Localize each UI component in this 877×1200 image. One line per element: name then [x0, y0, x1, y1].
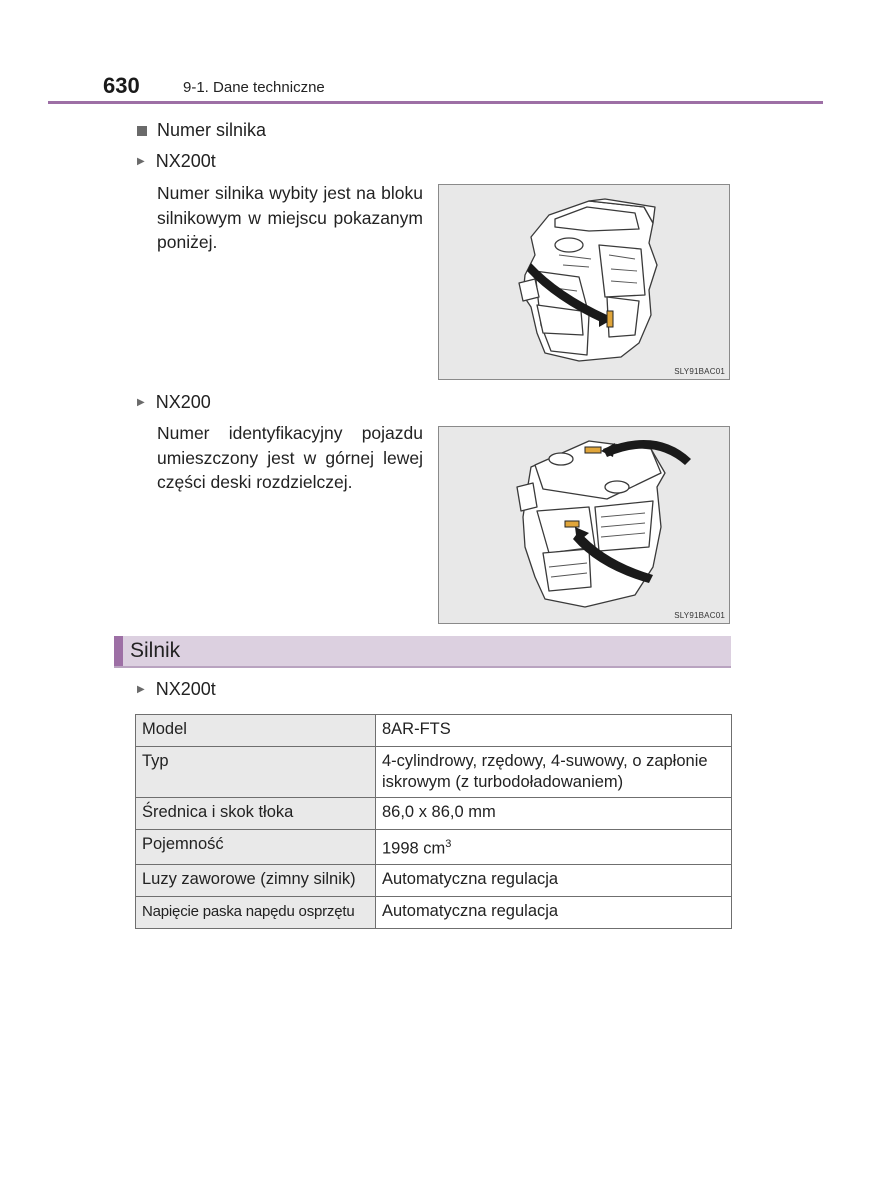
- spec-key: Napięcie paska napędu osprzętu: [136, 896, 376, 928]
- table-row: [136, 896, 732, 928]
- engine-number-heading: [137, 120, 266, 141]
- engine-figure-nx200t: [438, 184, 730, 380]
- section-header: [114, 636, 731, 668]
- engine-illustration-nx200t: [439, 185, 730, 380]
- table-row: [136, 715, 732, 747]
- spec-variant-nx200t: [137, 679, 216, 700]
- triangle-bullet-icon: ▶: [137, 684, 145, 695]
- spec-value: 8AR-FTS: [376, 715, 732, 747]
- spec-key: Typ: [136, 747, 376, 798]
- spec-key: Pojemność: [136, 830, 376, 865]
- engine-spec-table: [135, 714, 732, 929]
- variant-nx200t-description: Numer silnika wybity jest na bloku silnikowym w miejscu pokazanym poniżej.: [157, 183, 423, 252]
- section-title: Silnik: [130, 639, 181, 662]
- figure-code: SLY91BAC01: [674, 367, 725, 376]
- spec-value: 86,0 x 86,0 mm: [376, 798, 732, 830]
- figure-code: SLY91BAC01: [674, 611, 725, 620]
- engine-illustration-nx200: [439, 427, 730, 624]
- table-row: [136, 747, 732, 798]
- variant-nx200-description: Numer identyfikacyjny pojazdu umieszczony jest w górnej lewej części deski rozdzielczej.: [157, 423, 423, 492]
- variant-label: NX200t: [155, 679, 216, 699]
- spec-value: 4-cylindrowy, rzędowy, 4-suwowy, o zapłonie iskrowym (z turbodoładowaniem): [376, 747, 732, 798]
- spec-value: 1998 cm: [382, 839, 446, 858]
- square-bullet-icon: [137, 126, 147, 136]
- engine-number-heading-text: Numer silnika: [157, 120, 267, 140]
- header-rule: [48, 101, 823, 104]
- spec-value-superscript: 3: [445, 838, 452, 850]
- page-number: 630: [103, 73, 140, 98]
- spec-key: Luzy zaworowe (zimny silnik): [136, 864, 376, 896]
- variant-label: NX200: [155, 392, 211, 412]
- table-row: [136, 864, 732, 896]
- table-row: [136, 798, 732, 830]
- chapter-title: 9-1. Dane techniczne: [183, 79, 325, 96]
- triangle-bullet-icon: ▶: [137, 156, 145, 167]
- section-accent: [114, 636, 123, 666]
- variant-nx200t: [137, 151, 216, 172]
- spec-value-cell: [376, 830, 732, 865]
- variant-label: NX200t: [155, 151, 216, 171]
- table-row: [136, 830, 732, 865]
- triangle-bullet-icon: ▶: [137, 397, 145, 408]
- engine-figure-nx200: [438, 426, 730, 624]
- variant-nx200: [137, 392, 211, 413]
- spec-value: Automatyczna regulacja: [376, 864, 732, 896]
- spec-key: Model: [136, 715, 376, 747]
- spec-key: Średnica i skok tłoka: [136, 798, 376, 830]
- spec-value: Automatyczna regulacja: [376, 896, 732, 928]
